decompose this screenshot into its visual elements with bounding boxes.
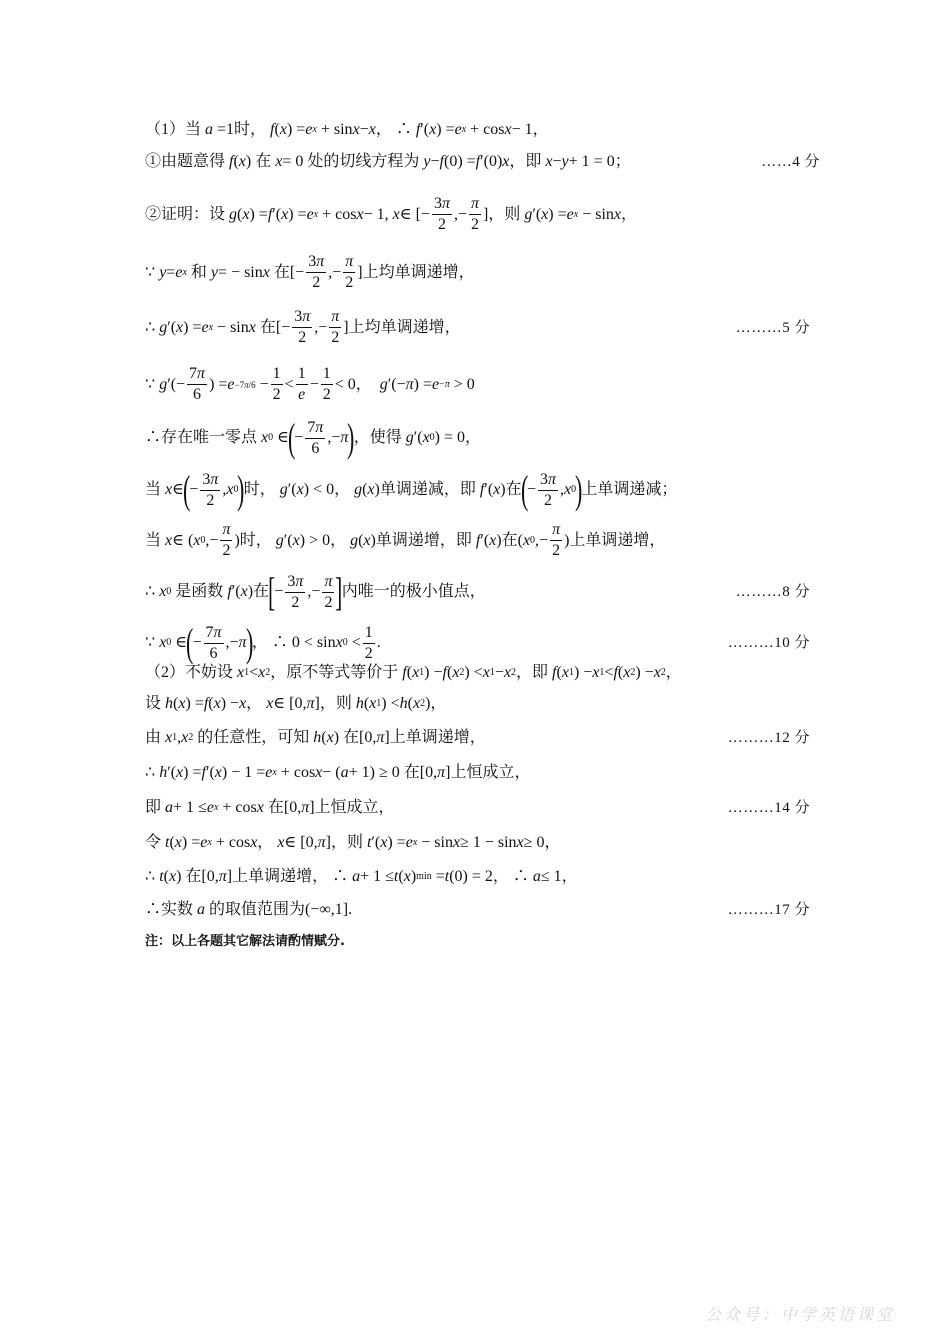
line-14-text: 由 x 1 , x 2 的任意性，可知 h ( x ) 在[0, π ]上单调递增， bbox=[145, 729, 486, 746]
line-4-text: ∵ y = e x 和 y = − sin x 在[− $\frac{3\pi}{2}$ ,− $\frac{\pi}{2}$ ]上均单调递增， bbox=[145, 253, 475, 291]
score-10: ………10 分 bbox=[727, 635, 810, 651]
line-12-text: （2）不妨设 x 1 < x 2 ，原不等式等价于 f ( x 1 ) − f ( x 2 ) < x 1 − x 2 ，即 f ( x 1 ) − x 1 < f ( x 2 ) − x 2 ， bbox=[145, 664, 682, 681]
line-11 bbox=[145, 620, 810, 665]
line-13-text: 设 h ( x ) = f ( x ) − x ， x ∈ [0, π ]，则 h ( x 1 ) < h ( x 2 )， bbox=[145, 695, 447, 712]
score-17: ………17 分 bbox=[727, 902, 810, 918]
line-19-text: ∴实数 a 的取值范围为(−∞,1]. bbox=[145, 901, 353, 918]
line-4 bbox=[145, 254, 810, 291]
line-15 bbox=[145, 763, 810, 783]
line-5 bbox=[145, 309, 810, 346]
line-7-text: ∴存在唯一零点 x 0 ∈ ( − $\frac{7\pi}{6}$ ,− π ) ，使得 g ′( x 0 ) = 0， bbox=[145, 415, 482, 460]
line-7 bbox=[145, 415, 810, 460]
line-9-text: 当 x ∈ ( x 0 ,− $\frac{\pi}{2}$ )时， g ′( x ) > 0， g ( x )单调递增，即 f ′( x )在( x 0 ,− $\frac{\pi}{2}$ )上单调递增， bbox=[145, 521, 666, 559]
score-4: ……4 分 bbox=[761, 154, 820, 170]
line-17-text: 令 t ( x ) = e x + cos x ， x ∈ [0, π ]，则 t ′( x ) = e x − sin x ≥ 1 − sin x ≥ 0， bbox=[145, 834, 561, 851]
line-14 bbox=[145, 728, 810, 748]
grading-note: 注：以上各题其它解法请酌情赋分. bbox=[145, 934, 345, 949]
line-17 bbox=[145, 833, 810, 853]
line-18-text: ∴ t ( x ) 在[0, π ]上单调递增， ∴ a + 1 ≤ t ( x ) min = t (0) = 2， ∴ a ≤ 1， bbox=[145, 868, 578, 885]
line-5-text: ∴ g ′( x ) = e x − sin x 在[− $\frac{3\pi}{2}$ ,− $\frac{\pi}{2}$ ]上均单调递增， bbox=[145, 308, 461, 346]
line-2 bbox=[145, 152, 820, 172]
line-10 bbox=[145, 569, 810, 614]
line-8 bbox=[145, 467, 810, 512]
watermark: 公众号：中学英语课堂 bbox=[705, 1305, 896, 1324]
line-9 bbox=[145, 522, 810, 559]
line-15-text: ∴ h ′( x ) = f ′( x ) − 1 = e x + cos x − ( a + 1) ≥ 0 在[0, π ]上恒成立， bbox=[145, 764, 531, 781]
line-8-text: 当 x ∈ ( − $\frac{3\pi}{2}$ , x 0 ) 时， g ′( x ) < 0， g ( x )单调递减，即 f ′( x )在 ( − $\frac{3\pi}{2}$ , x 0 ) 上单调递减； bbox=[145, 467, 678, 512]
score-12: ………12 分 bbox=[727, 730, 810, 746]
line-12 bbox=[145, 663, 810, 683]
line-13 bbox=[145, 694, 810, 714]
line-3 bbox=[145, 196, 810, 233]
line-16 bbox=[145, 798, 810, 818]
line-16-text: 即 a + 1 ≤ e x + cos x 在[0, π ]上恒成立， bbox=[145, 799, 395, 816]
line-19 bbox=[145, 900, 810, 920]
line-10-text: ∴ x 0 是函数 f ′( x )在 [ − $\frac{3\pi}{2}$ ,− $\frac{\pi}{2}$ ] 内唯一的极小值点， bbox=[145, 569, 486, 614]
line-1-text: （1）当 a =1时， f ( x ) = e x + sin x − x ， ∴ f ′( x ) = e x + cos x − 1， bbox=[145, 121, 549, 138]
score-5: ………5 分 bbox=[735, 319, 810, 336]
line-6 bbox=[145, 366, 810, 403]
line-3-text: ②证明：设 g ( x ) = f ′( x ) = e x + cos x − 1, x ∈ [− $\frac{3\pi}{2}$ ,− $\frac{\pi}{2}$ ]，则 g ′( x ) = e x − sin x ， bbox=[145, 195, 638, 233]
line-2-text: ①由题意得 f ( x ) 在 x = 0 处的切线方程为 y − f (0) = f ′(0) x ，即 x − y + 1 = 0； bbox=[145, 153, 631, 170]
score-14: ………14 分 bbox=[727, 800, 810, 816]
score-8: ………8 分 bbox=[735, 584, 810, 600]
line-1 bbox=[145, 120, 810, 140]
line-6-text: ∵ g ′(− $\frac{7\pi}{6}$ ) = e −7π/6 − $\frac{1}{2}$ < $\frac{1}{e}$ − $\frac{1}{2}$ < 0， g ′(− π ) = e −π > 0 bbox=[145, 365, 475, 403]
line-18 bbox=[145, 867, 810, 887]
line-11-text: ∵ x 0 ∈ ( − $\frac{7\pi}{6}$ ,− π ) ， ∴ 0 < sin x 0 < $\frac{1}{2}$ . bbox=[145, 620, 381, 665]
